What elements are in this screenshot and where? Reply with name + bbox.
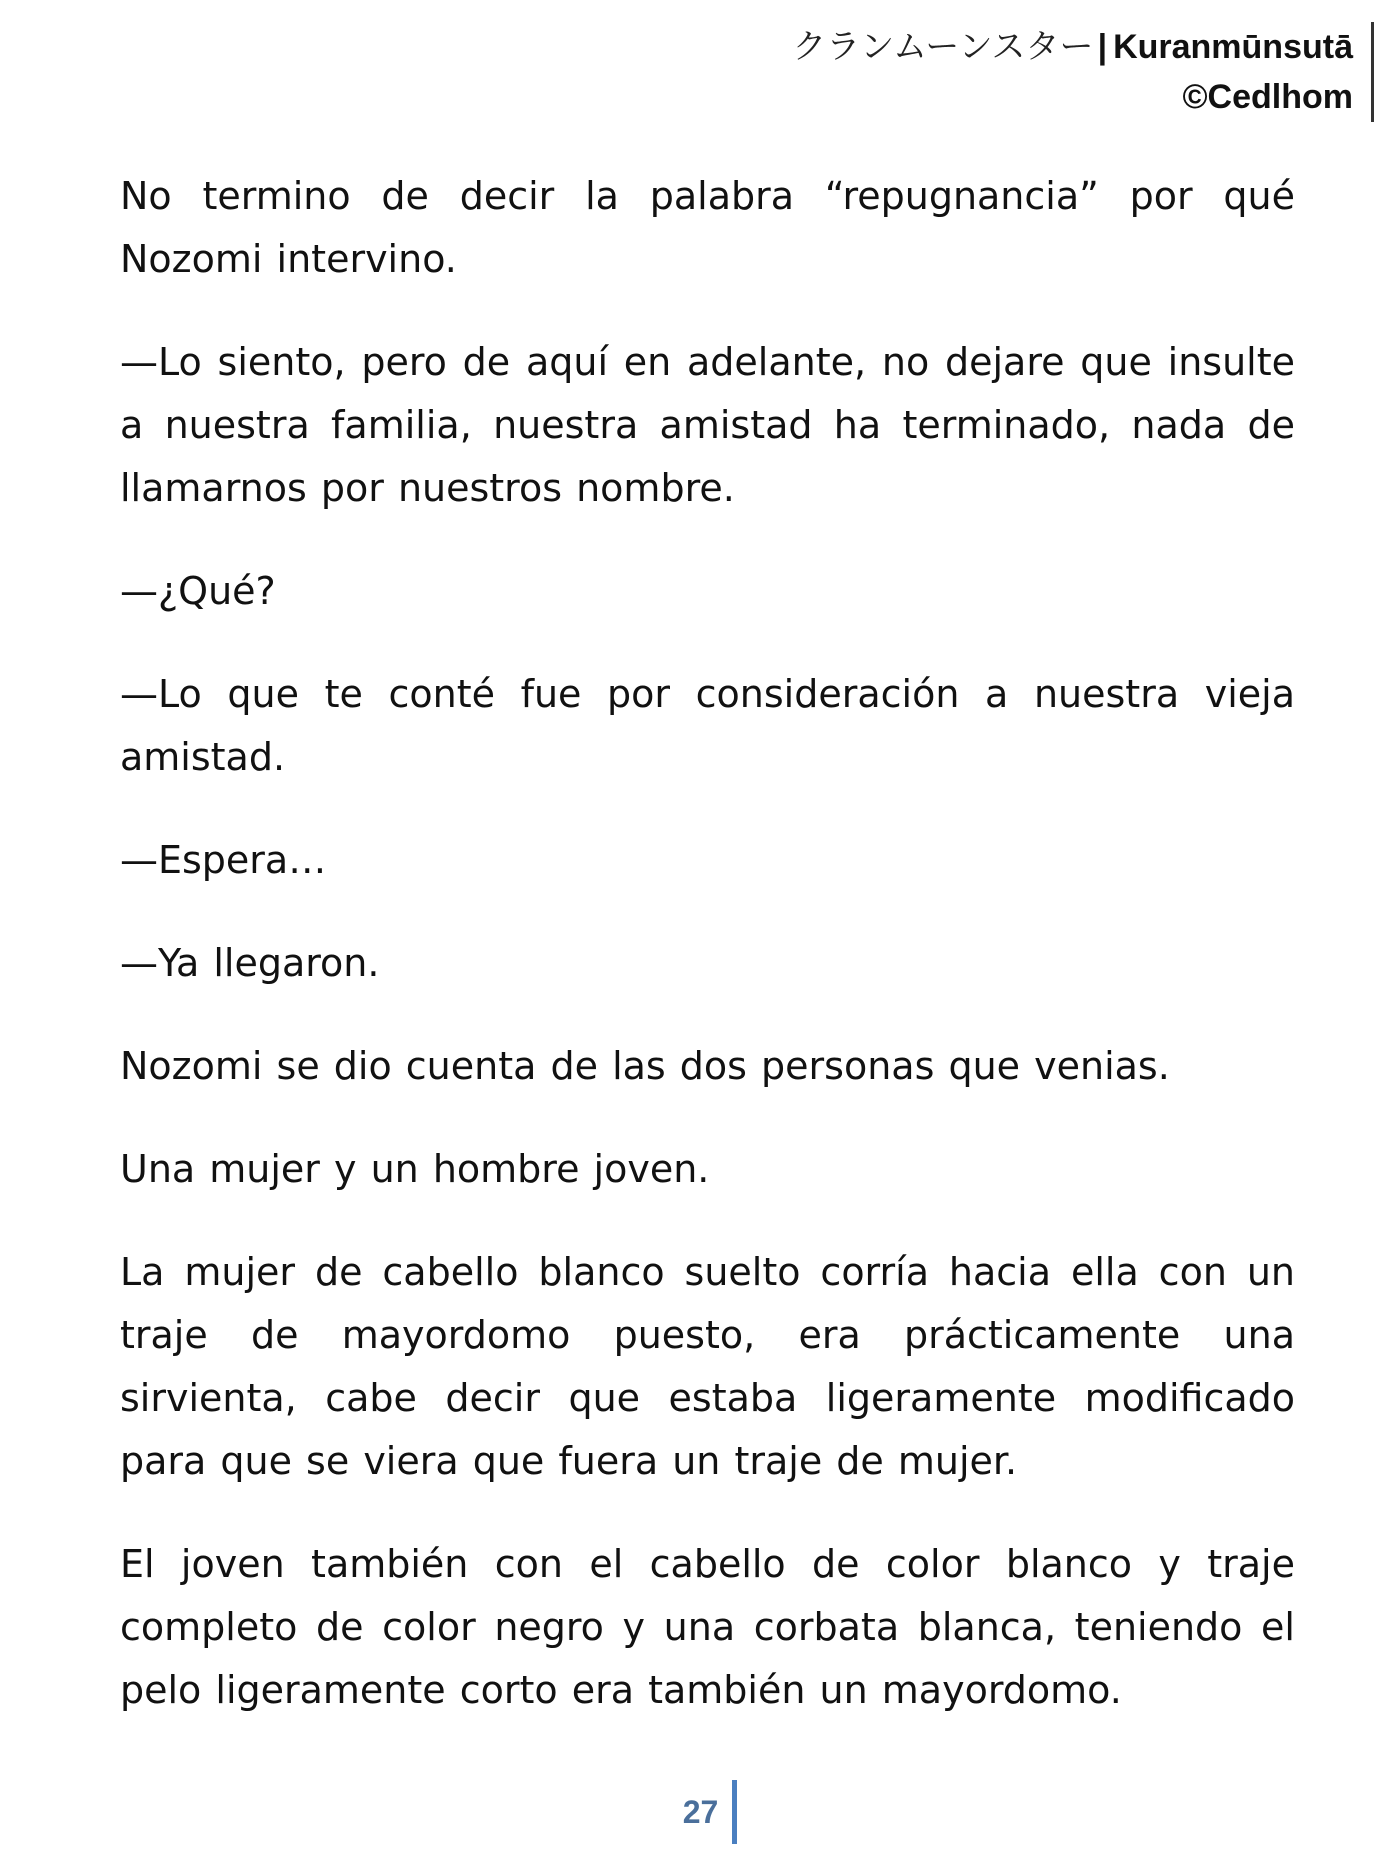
header-title-line [792, 22, 1353, 72]
paragraph: No termino de decir la palabra “repugnancia” por qué Nozomi intervino. [120, 174, 1295, 281]
paragraph: —¿Qué? [120, 569, 276, 613]
paragraph: Una mujer y un hombre joven. [120, 1147, 710, 1191]
paragraph: —Espera… [120, 838, 327, 882]
paragraph: —Ya llegaron. [120, 941, 380, 985]
paragraph: Nozomi se dio cuenta de las dos personas que venias. [120, 1044, 1170, 1088]
page-number: 27 [683, 1780, 738, 1844]
header-copyright: ©Cedlhom [1182, 78, 1353, 116]
paragraph: —Lo que te conté fue por consideración a nuestra vieja amistad. [120, 672, 1295, 779]
running-header [792, 22, 1374, 122]
paragraph: El joven también con el cabello de color blanco y traje completo de color negro y una corbata blanca, teniendo el pelo ligeramente corto era también un mayordomo. [120, 1542, 1295, 1712]
page-body [120, 165, 1295, 1762]
header-separator: | [1097, 28, 1108, 66]
paragraph: La mujer de cabello blanco suelto corría hacia ella con un traje de mayordomo puesto, era prácticamente una sirvienta, cabe decir que estaba ligeramente modificado para que se viera que fuera un traje de mujer. [120, 1250, 1295, 1483]
paragraph: —Lo siento, pero de aquí en adelante, no dejare que insulte a nuestra familia, nuestra amistad ha terminado, nada de llamarnos por nuestros nombre. [120, 340, 1295, 510]
header-japanese-title: クランムーンスター [792, 27, 1094, 67]
page-footer [0, 1780, 1400, 1844]
header-romaji-title: Kuranmūnsutā [1113, 28, 1353, 66]
